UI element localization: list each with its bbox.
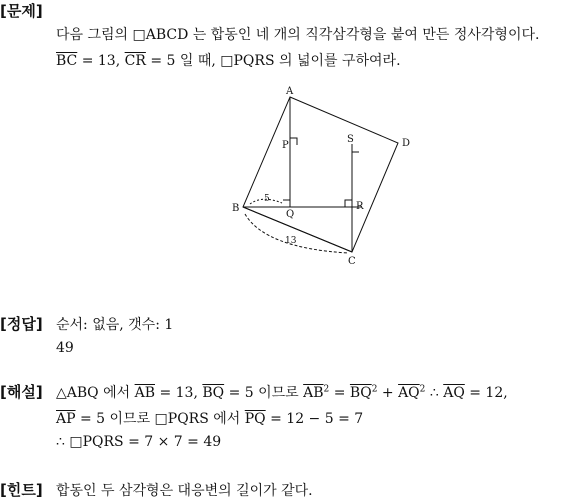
answer-order-line: 순서: 없음, 갯수: 1	[56, 317, 174, 333]
dim-bc	[245, 214, 348, 253]
point-s: S	[347, 134, 354, 145]
answer-label: [정답]	[0, 315, 43, 333]
hint-label: [힌트]	[0, 481, 43, 499]
point-r: R	[356, 201, 364, 212]
segment-cr: $\overline{CR}$	[124, 53, 146, 69]
problem-line-1: 다음 그림의 □ABCD 는 합동인 네 개의 직각삼각형을 붙여 만든 정사각형이다.	[56, 27, 540, 43]
solution-line-2: $\overline{AP} = 5$ 이므로 □PQRS 에서 $\overline{PQ} = 12 - 5 = 7$	[56, 411, 364, 427]
solution-line-1: △ABQ 에서 $\overline{AB} = 13$, $\overline{BQ} = 5$ 이므로 $\overline{AB}^2 = \overline{BQ}^2 + \overline{AQ}^2$ ∴ $\overline{AQ} = 12$,	[56, 384, 508, 401]
square-figure	[225, 78, 425, 273]
right-angle-r	[345, 200, 352, 207]
solution-line-3: ∴ □PQRS = 7 × 7 = 49	[56, 434, 222, 450]
solution-label: [해설]	[0, 383, 43, 401]
point-b: B	[232, 203, 240, 214]
length-bc: 13	[285, 236, 297, 246]
problem-line-2: $\overline{BC} = 13$, $\overline{CR} = 5$ 일 때, □PQRS 의 넓이를 구하여라.	[56, 53, 401, 69]
problem-label: [문제]	[0, 2, 43, 20]
hint-text: 합동인 두 삼각형은 대응변의 길이가 같다.	[56, 483, 313, 499]
point-c: C	[348, 256, 356, 267]
outer-square	[243, 97, 398, 252]
length-bq: 5	[264, 194, 270, 204]
point-p: P	[282, 140, 289, 151]
segment-bc: $\overline{BC}$	[56, 53, 78, 69]
point-q: Q	[286, 209, 295, 220]
answer-value: 49	[56, 340, 74, 356]
right-angle-p	[290, 138, 297, 145]
point-d: D	[402, 138, 411, 149]
point-a: A	[286, 86, 294, 97]
